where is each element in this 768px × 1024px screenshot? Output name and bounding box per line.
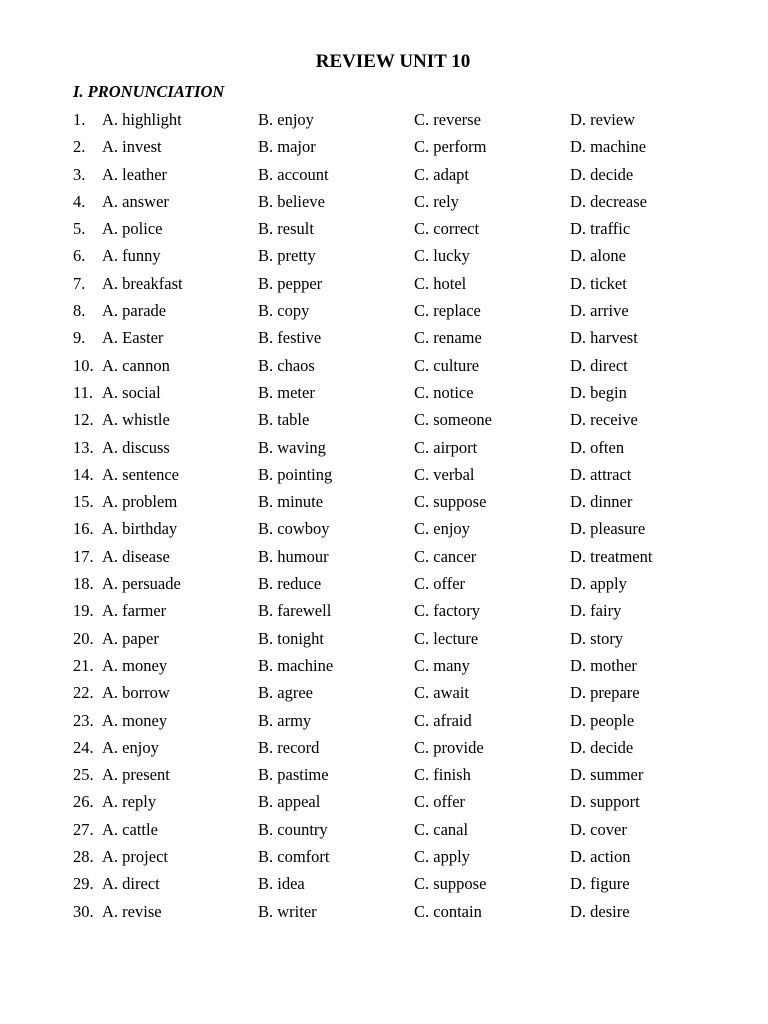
question-row [73,242,713,269]
option-c: C. many [414,655,470,675]
option-d: D. cover [570,819,627,839]
option-a: A. cattle [102,819,158,839]
question-row [73,352,713,379]
option-d: D. direct [570,355,628,375]
option-d: D. story [570,628,624,648]
question-number: 20. [73,628,94,648]
question-row [73,870,713,897]
question-row [73,515,713,542]
option-d: D. treatment [570,546,653,566]
question-number: 22. [73,683,94,703]
option-d: D. machine [570,137,647,157]
question-number: 4. [73,191,86,211]
question-number: 8. [73,301,86,321]
option-c: C. adapt [414,164,469,184]
option-a: A. whistle [102,410,170,430]
section-heading: I. PRONUNCIATION [73,82,225,101]
option-d: D. alone [570,246,626,266]
option-a: A. borrow [102,683,170,703]
question-row [73,215,713,242]
question-number: 17. [73,546,94,566]
option-b: B. pointing [258,464,333,484]
question-row [73,379,713,406]
option-d: D. prepare [570,683,640,703]
question-number: 29. [73,874,94,894]
option-b: B. enjoy [258,110,314,129]
question-number: 9. [73,328,86,348]
option-c: C. afraid [414,710,472,730]
option-a: A. breakfast [102,273,183,293]
question-row [73,434,713,461]
question-number: 13. [73,437,94,457]
option-c: C. contain [414,901,482,921]
question-number: 7. [73,273,86,293]
question-number: 3. [73,164,86,184]
question-number: 11. [73,382,94,402]
option-b: B. idea [258,874,305,894]
option-b: B. reduce [258,574,322,594]
question-number: 16. [73,519,94,539]
option-c: C. canal [414,819,469,839]
question-row [73,543,713,570]
option-d: D. harvest [570,328,638,348]
option-b: B. believe [258,191,325,211]
option-c: C. lecture [414,628,479,648]
question-row [73,461,713,488]
option-a: A. Easter [102,328,164,348]
option-c: C. notice [414,382,474,402]
question-row [73,652,713,679]
option-b: B. humour [258,546,329,566]
option-c: C. culture [414,355,480,375]
question-number: 27. [73,819,94,839]
option-a: A. parade [102,301,167,321]
question-number: 10. [73,355,94,375]
question-list [73,106,713,925]
option-c: C. factory [414,601,480,621]
option-b: B. copy [258,301,310,321]
option-c: C. offer [414,792,466,812]
question-number: 24. [73,737,94,757]
question-row [73,597,713,624]
option-d: D. support [570,792,640,812]
question-row [73,161,713,188]
question-row [73,270,713,297]
question-row [73,324,713,351]
question-number: 6. [73,246,86,266]
option-d: D. people [570,710,635,730]
question-number: 5. [73,219,86,239]
option-a: A. project [102,847,168,867]
question-row [73,734,713,761]
question-row [73,707,713,734]
option-a: A. cannon [102,355,170,375]
option-b: B. appeal [258,792,321,812]
question-number: 2. [73,137,86,157]
option-b: B. pastime [258,765,329,785]
option-d: D. attract [570,464,632,484]
option-d: D. desire [570,901,630,921]
option-c: C. suppose [414,874,487,894]
option-b: B. country [258,819,328,839]
option-a: A. leather [102,164,168,184]
option-c: C. airport [414,437,478,457]
option-a: A. problem [102,492,178,512]
question-row [73,679,713,706]
option-d: D. fairy [570,601,622,621]
option-b: B. writer [258,901,317,921]
option-c: C. cancer [414,546,477,566]
option-b: B. result [258,219,314,239]
option-d: D. arrive [570,301,629,321]
option-d: D. often [570,437,625,457]
question-row [73,570,713,597]
option-d: D. dinner [570,492,633,512]
option-c: C. perform [414,137,487,157]
option-d: D. decrease [570,191,647,211]
option-a: A. social [102,382,161,402]
option-c: C. rely [414,191,459,211]
question-number: 30. [73,901,94,921]
option-c: C. apply [414,847,470,867]
option-c: C. reverse [414,110,481,129]
question-number: 21. [73,655,94,675]
option-a: A. sentence [102,464,179,484]
option-b: B. major [258,137,316,157]
option-b: B. army [258,710,312,730]
option-b: B. machine [258,655,334,675]
option-a: A. direct [102,874,160,894]
question-row [73,488,713,515]
option-d: D. begin [570,382,627,402]
option-c: C. lucky [414,246,470,266]
option-b: B. farewell [258,601,332,621]
page-title: REVIEW UNIT 10 [315,51,471,72]
question-number: 25. [73,765,94,785]
question-number: 19. [73,601,94,621]
option-c: C. enjoy [414,519,470,539]
option-c: C. rename [414,328,482,348]
question-row [73,188,713,215]
option-c: C. suppose [414,492,487,512]
option-c: C. await [414,683,469,703]
question-row [73,898,713,925]
option-a: A. enjoy [102,737,159,757]
option-d: D. receive [570,410,638,430]
option-b: B. waving [258,437,326,457]
option-d: D. traffic [570,219,631,239]
option-d: D. decide [570,164,634,184]
option-d: D. action [570,847,631,867]
option-a: A. funny [102,246,161,266]
question-number: 23. [73,710,94,730]
option-c: C. finish [414,765,471,785]
question-row [73,788,713,815]
option-b: B. pepper [258,273,323,293]
option-b: B. chaos [258,355,315,375]
question-row [73,106,713,133]
option-a: A. police [102,219,163,239]
option-c: C. someone [414,410,492,430]
question-number: 28. [73,847,94,867]
question-number: 15. [73,492,94,512]
option-a: A. money [102,710,168,730]
option-b: B. festive [258,328,322,348]
option-a: A. money [102,655,168,675]
question-number: 26. [73,792,94,812]
question-row [73,625,713,652]
option-b: B. pretty [258,246,316,266]
option-b: B. account [258,164,329,184]
option-a: A. disease [102,546,170,566]
option-c: C. provide [414,737,484,757]
option-b: B. meter [258,382,315,402]
option-b: B. agree [258,683,313,703]
question-row [73,297,713,324]
question-number: 1. [73,110,86,129]
question-row [73,406,713,433]
question-number: 14. [73,464,94,484]
option-c: C. correct [414,219,480,239]
option-b: B. minute [258,492,324,512]
option-d: D. apply [570,574,627,594]
option-d: D. mother [570,655,637,675]
option-c: C. replace [414,301,481,321]
question-number: 18. [73,574,94,594]
question-row [73,816,713,843]
option-d: D. review [570,110,636,129]
option-b: B. cowboy [258,519,330,539]
option-a: A. birthday [102,519,178,539]
option-a: A. invest [102,137,162,157]
option-a: A. farmer [102,601,167,621]
question-row [73,133,713,160]
option-d: D. figure [570,874,630,894]
option-b: B. record [258,737,320,757]
option-a: A. discuss [102,437,170,457]
option-a: A. reply [102,792,157,812]
option-b: B. table [258,410,310,430]
option-a: A. present [102,765,170,785]
option-a: A. highlight [102,110,182,129]
option-a: A. revise [102,901,162,921]
question-row [73,761,713,788]
option-c: C. offer [414,574,466,594]
option-b: B. comfort [258,847,330,867]
question-row [73,843,713,870]
option-c: C. hotel [414,273,467,293]
option-b: B. tonight [258,628,325,648]
option-a: A. persuade [102,574,181,594]
option-d: D. summer [570,765,644,785]
option-d: D. pleasure [570,519,646,539]
option-c: C. verbal [414,464,475,484]
option-d: D. ticket [570,273,627,293]
option-a: A. paper [102,628,159,648]
option-a: A. answer [102,191,169,211]
option-d: D. decide [570,737,634,757]
question-number: 12. [73,410,94,430]
